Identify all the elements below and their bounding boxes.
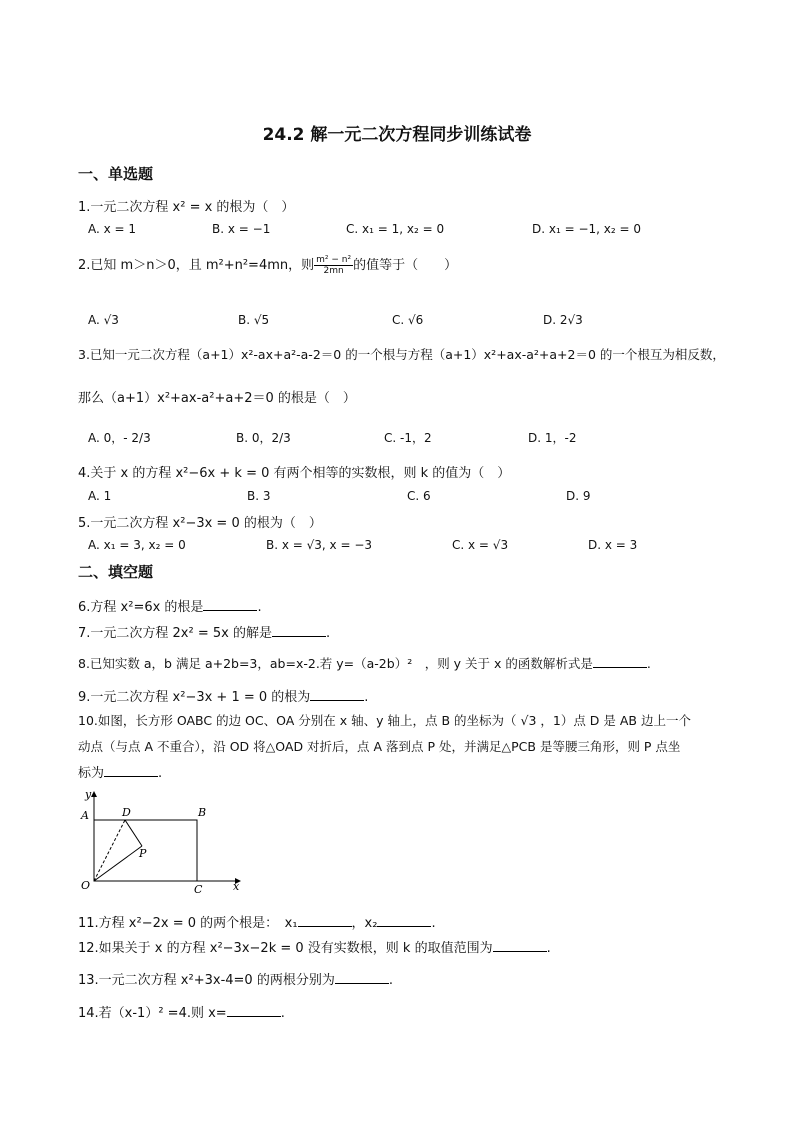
q13-answer-blank[interactable] <box>335 971 389 984</box>
question-14: 14.若（x-1）² =4.则 x= . <box>78 1006 285 1021</box>
question-6-text: 6.方程 x²=6x 的根是 <box>78 600 204 615</box>
section-heading-single-choice: 一、单选题 <box>78 165 154 183</box>
question-8-text: 8.已知实数 a，b 满足 a+2b=3，ab=x-2.若 y=（a-2b）² ，则 y 关于 x 的函数解析式是 <box>78 656 593 671</box>
q2-fraction <box>314 255 353 276</box>
question-10-line-3-text: 标为 <box>78 766 105 781</box>
q4-option-b[interactable]: B. 3 <box>247 489 271 503</box>
question-13: 13.一元二次方程 x²+3x-4=0 的两根分别为 . <box>78 973 393 988</box>
label-x: x <box>233 880 240 893</box>
q6-answer-blank[interactable] <box>203 598 257 611</box>
page-title: 24.2 解一元二次方程同步训练试卷 <box>262 125 532 145</box>
question-3-line-1: 3.已知一元二次方程（a+1）x²-ax+a²-a-2＝0 的一个根与方程（a+1）x²+ax-a²+a+2＝0 的一个根互为相反数， <box>78 347 725 362</box>
q5-option-d[interactable]: D. x = 3 <box>588 538 638 552</box>
question-13-text: 13.一元二次方程 x²+3x-4=0 的两根分别为 <box>78 973 335 988</box>
question-12-text: 12.如果关于 x 的方程 x²−3x−2k = 0 没有实数根，则 k 的取值范围为 <box>78 941 493 956</box>
question-6: 6.方程 x²=6x 的根是 . <box>78 600 262 615</box>
label-o: O <box>81 879 91 892</box>
question-3-line-2: 那么（a+1）x²+ax-a²+a+2＝0 的根是（ ） <box>78 391 356 406</box>
q3-option-a[interactable]: A. 0，- 2/3 <box>88 431 151 445</box>
q4-option-d[interactable]: D. 9 <box>566 489 591 503</box>
q1-option-a[interactable]: A. x = 1 <box>88 222 137 236</box>
label-p: P <box>139 847 147 860</box>
label-b: B <box>198 806 207 819</box>
q11-answer-blank-1[interactable] <box>298 914 352 927</box>
q2-option-b[interactable]: B. √5 <box>238 313 270 327</box>
q11-answer-blank-2[interactable] <box>377 914 431 927</box>
dashed-line-od <box>94 820 125 881</box>
q2-option-c[interactable]: C. √6 <box>392 313 424 327</box>
question-12: 12.如果关于 x 的方程 x²−3x−2k = 0 没有实数根，则 k 的取值范围为 . <box>78 941 551 956</box>
q12-answer-blank[interactable] <box>493 939 547 952</box>
label-a: A <box>81 809 89 822</box>
q1-option-b[interactable]: B. x = −1 <box>212 222 271 236</box>
q2-option-d[interactable]: D. 2√3 <box>543 313 583 327</box>
question-14-text: 14.若（x-1）² =4.则 x= <box>78 1006 227 1021</box>
question-8: 8.已知实数 a，b 满足 a+2b=3，ab=x-2.若 y=（a-2b）² ，则 y 关于 x 的函数解析式是 . <box>78 656 651 671</box>
question-10-line-2: 动点（与点 A 不重合），沿 OD 将△OAD 对折后，点 A 落到点 P 处，并满足△PCB 是等腰三角形，则 P 点坐 <box>78 739 681 754</box>
q3-option-b[interactable]: B. 0，2/3 <box>236 431 291 445</box>
q4-option-a[interactable]: A. 1 <box>88 489 112 503</box>
q5-option-b[interactable]: B. x = √3, x = −3 <box>266 538 373 552</box>
label-y: y <box>85 788 92 801</box>
section-heading-fill-blank: 二、填空题 <box>78 563 154 581</box>
q5-option-a[interactable]: A. x₁ = 3, x₂ = 0 <box>88 538 186 552</box>
q2-stem-post: 的值等于（ ） <box>353 258 458 273</box>
q1-option-c[interactable]: C. x₁ = 1, x₂ = 0 <box>346 222 445 236</box>
question-11-mid: ，x₂ <box>351 916 378 931</box>
q8-answer-blank[interactable] <box>593 655 647 668</box>
question-5-stem: 5.一元二次方程 x²−3x = 0 的根为（ ） <box>78 516 322 531</box>
line-dp <box>125 820 142 846</box>
q3-option-c[interactable]: C. -1，2 <box>384 431 432 445</box>
question-10-line-1: 10.如图，长方形 OABC 的边 OC、OA 分别在 x 轴、y 轴上，点 B 的坐标为（ √3 ，1）点 D 是 AB 边上一个 <box>78 713 691 728</box>
q9-answer-blank[interactable] <box>310 688 364 701</box>
q14-answer-blank[interactable] <box>227 1004 281 1017</box>
question-4-stem: 4.关于 x 的方程 x²−6x + k = 0 有两个相等的实数根，则 k 的值为（ ） <box>78 466 511 481</box>
q5-option-c[interactable]: C. x = √3 <box>452 538 509 552</box>
q1-option-d[interactable]: D. x₁ = −1, x₂ = 0 <box>532 222 642 236</box>
q4-option-c[interactable]: C. 6 <box>407 489 431 503</box>
question-11: 11.方程 x²−2x = 0 的两个根是： x₁ ，x₂ . <box>78 916 436 931</box>
q2-fraction-numerator: m² − n² <box>316 255 352 265</box>
label-c: C <box>194 883 203 896</box>
label-d: D <box>122 806 131 819</box>
question-9: 9.一元二次方程 x²−3x + 1 = 0 的根为 . <box>78 690 369 705</box>
q7-answer-blank[interactable] <box>272 624 326 637</box>
question-11-pre: 11.方程 x²−2x = 0 的两个根是： x₁ <box>78 916 298 931</box>
q3-option-d[interactable]: D. 1，-2 <box>528 431 577 445</box>
question-2-stem <box>78 254 457 276</box>
question-7: 7.一元二次方程 2x² = 5x 的解是 . <box>78 626 331 641</box>
q2-option-a[interactable]: A. √3 <box>88 313 119 327</box>
q2-stem-pre: 2.已知 m＞n＞0，且 m²+n²=4mn，则 <box>78 258 315 273</box>
line-op <box>94 846 142 881</box>
rectangle-oabc-figure <box>76 786 248 898</box>
question-1-stem: 1.一元二次方程 x² = x 的根为（ ） <box>78 200 295 215</box>
q10-answer-blank[interactable] <box>104 764 158 777</box>
question-9-text: 9.一元二次方程 x²−3x + 1 = 0 的根为 <box>78 690 311 705</box>
question-7-text: 7.一元二次方程 2x² = 5x 的解是 <box>78 626 272 641</box>
question-10-line-3: 标为 . <box>78 766 163 781</box>
q2-fraction-denominator: 2mn <box>323 266 344 276</box>
